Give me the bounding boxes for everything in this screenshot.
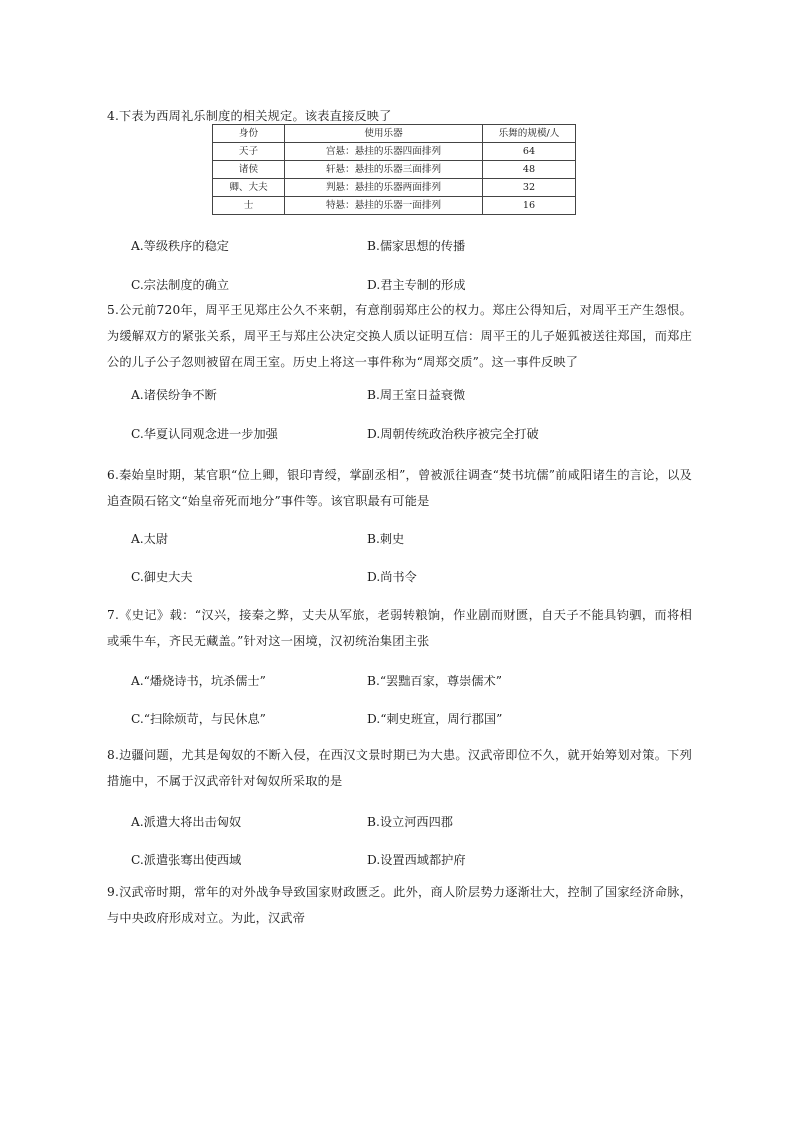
option-a[interactable]: A.太尉 (131, 532, 169, 546)
table-cell: 诸侯 (213, 161, 285, 179)
table-cell: 天子 (213, 143, 285, 161)
question-8-options-row-2 (131, 851, 691, 871)
table-header-cell: 使用乐器 (285, 125, 483, 143)
question-9-stem (107, 879, 692, 931)
option-c[interactable]: C.派遣张骞出使西域 (131, 853, 242, 867)
option-b[interactable]: B.“罢黜百家，尊崇儒术” (367, 674, 502, 688)
option-d[interactable]: D.君主专制的形成 (367, 278, 466, 292)
question-7-stem (107, 602, 692, 654)
option-d[interactable]: D.尚书令 (367, 570, 417, 584)
table-cell: 64 (483, 143, 576, 161)
question-6-stem (107, 462, 692, 514)
table-cell: 特悬：悬挂的乐器一面排列 (285, 197, 483, 215)
table-header-cell: 乐舞的规模/人 (483, 125, 576, 143)
rites-music-table (212, 124, 576, 215)
question-7-text: 7.《史记》载：“汉兴，接秦之弊，丈夫从军旅，老弱转粮饷，作业剧而财匮，自天子不能具钧驷，而将相或乘牛车，齐民无藏盖。”针对这一困境，汉初统治集团主张 (107, 608, 692, 648)
table-cell: 判悬：悬挂的乐器两面排列 (285, 179, 483, 197)
question-6-options-row-2 (131, 568, 691, 588)
question-4-options-row-1 (131, 237, 691, 257)
option-b[interactable]: B.设立河西四郡 (367, 815, 453, 829)
question-5-options-row-1 (131, 386, 691, 406)
option-a[interactable]: A.派遣大将出击匈奴 (131, 815, 242, 829)
table-row (213, 143, 576, 161)
question-5-stem (107, 297, 692, 375)
option-c[interactable]: C.御史大夫 (131, 570, 193, 584)
question-9-text: 9.汉武帝时期，常年的对外战争导致国家财政匮乏。此外，商人阶层势力逐渐壮大，控制了国家经济命脉，与中央政府形成对立。为此，汉武帝 (107, 885, 692, 925)
question-5-text: 5.公元前720年，周平王见郑庄公久不来朝，有意削弱郑庄公的权力。郑庄公得知后，对周平王产生怨恨。为缓解双方的紧张关系，周平王与郑庄公决定交换人质以证明互信：周平王的儿子姬狐被送往郑国，而郑庄公的儿子公子忽则被留在周王室。历史上将这一事件称为“周郑交质”。这一事件反映了 (107, 303, 692, 369)
option-c[interactable]: C.华夏认同观念进一步加强 (131, 427, 278, 441)
table-row (213, 179, 576, 197)
option-d[interactable]: D.周朝传统政治秩序被完全打破 (367, 427, 539, 441)
option-d[interactable]: D.设置西域都护府 (367, 853, 466, 867)
question-8-stem (107, 742, 692, 794)
table-cell: 卿、大夫 (213, 179, 285, 197)
option-a[interactable]: A.等级秩序的稳定 (131, 239, 229, 253)
option-c[interactable]: C.“扫除烦苛，与民休息” (131, 712, 266, 726)
table-cell: 士 (213, 197, 285, 215)
table-cell: 宫悬：悬挂的乐器四面排列 (285, 143, 483, 161)
question-5-options-row-2 (131, 425, 691, 445)
question-4-text: 4.下表为西周礼乐制度的相关规定。该表直接反映了 (107, 109, 392, 123)
question-6-text: 6.秦始皇时期，某官职“位上卿，银印青绶，掌副丞相”，曾被派往调查“焚书坑儒”前咸阳诸生的言论，以及追查陨石铭文“始皇帝死而地分”事件等。该官职最有可能是 (107, 468, 692, 508)
table-row (213, 161, 576, 179)
question-6-options-row-1 (131, 530, 691, 550)
option-a[interactable]: A.“燔烧诗书，坑杀儒士” (131, 674, 266, 688)
question-8-options-row-1 (131, 813, 691, 833)
question-7-options-row-1 (131, 672, 691, 692)
option-a[interactable]: A.诸侯纷争不断 (131, 388, 217, 402)
table-cell: 轩悬：悬挂的乐器三面排列 (285, 161, 483, 179)
option-c[interactable]: C.宗法制度的确立 (131, 278, 230, 292)
option-b[interactable]: B.刺史 (367, 532, 405, 546)
question-7-options-row-2 (131, 710, 691, 730)
table-header-row (213, 125, 576, 143)
table-row (213, 197, 576, 215)
option-b[interactable]: B.儒家思想的传播 (367, 239, 466, 253)
table-cell: 48 (483, 161, 576, 179)
option-b[interactable]: B.周王室日益衰微 (367, 388, 466, 402)
table-header-cell: 身份 (213, 125, 285, 143)
question-8-text: 8.边疆问题，尤其是匈奴的不断入侵，在西汉文景时期已为大患。汉武帝即位不久，就开始筹划对策。下列措施中，不属于汉武帝针对匈奴所采取的是 (107, 748, 692, 788)
table-cell: 16 (483, 197, 576, 215)
question-4-options-row-2 (131, 276, 691, 296)
option-d[interactable]: D.“刺史班宣，周行郡国” (367, 712, 503, 726)
table-cell: 32 (483, 179, 576, 197)
